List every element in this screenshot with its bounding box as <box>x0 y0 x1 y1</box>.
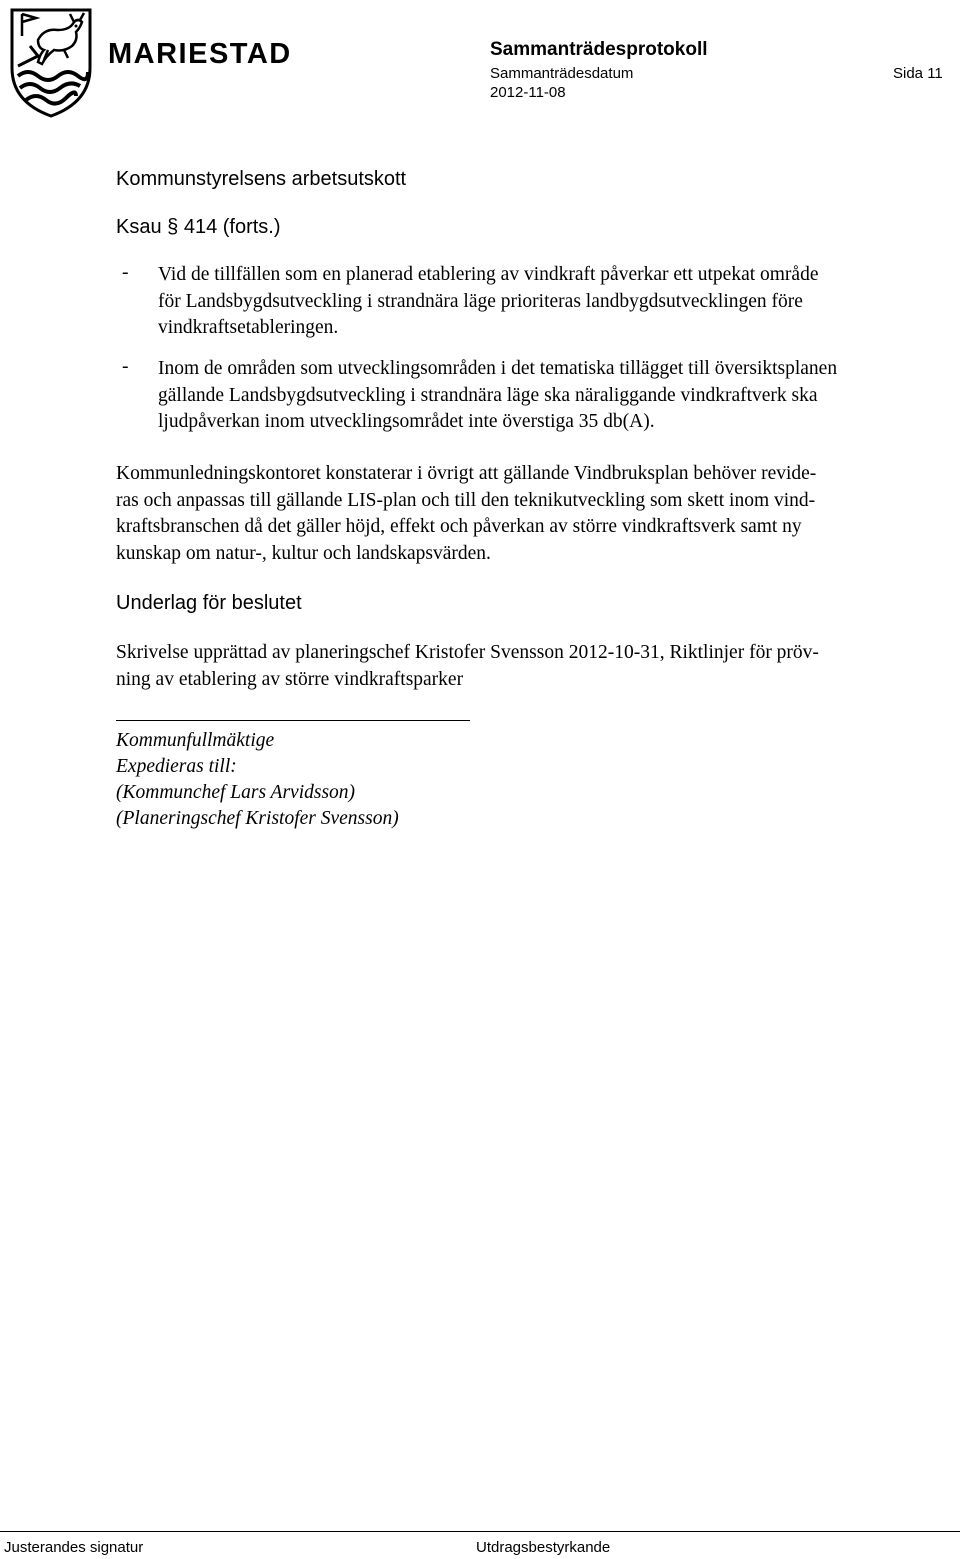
bullet-item <box>158 356 958 436</box>
footer-rule <box>0 1531 960 1532</box>
bullet-dash: - <box>122 356 129 377</box>
section-reference: Ksau § 414 (forts.) <box>116 216 281 238</box>
meeting-date-value: 2012-11-08 <box>490 84 566 101</box>
paragraph-line: kunskap om natur-, kultur och landskapsvärden. <box>116 542 491 564</box>
committee-heading: Kommunstyrelsens arbetsutskott <box>116 168 407 190</box>
bullet-line: Inom de områden som utvecklingsområden i det tematiska tillägget till översiktsplanen <box>158 358 838 379</box>
distribution-recipient: Kommunfullmäktige <box>116 730 275 751</box>
paragraph-line: Kommunledningskontoret konstaterar i övrigt att gällande Vindbruksplan behöver revide- <box>116 463 817 484</box>
distribution-recipient: (Planeringschef Kristofer Svensson) <box>116 808 399 829</box>
meeting-date-label: Sammanträdesdatum <box>490 65 634 82</box>
separator-line <box>116 720 470 721</box>
page-number: Sida 11 <box>893 65 943 82</box>
bullet-dash: - <box>122 262 129 283</box>
footer-certification-label: Utdragsbestyrkande <box>476 1539 611 1556</box>
document-title: Sammanträdesprotokoll <box>490 39 708 60</box>
decision-basis-heading: Underlag för beslutet <box>116 592 302 614</box>
footer-signature-label: Justerandes signatur <box>4 1539 144 1556</box>
bullet-line: ljudpåverkan inom utvecklingsområdet inte överstiga 35 db(A). <box>158 411 655 432</box>
bullet-line: för Landsbygdsutveckling i strandnära läge prioriteras landbygdsutvecklingen före <box>158 290 803 312</box>
bullet-line: vindkraftsetableringen. <box>158 317 339 338</box>
bullet-item <box>158 262 958 342</box>
distribution-recipient: (Kommunchef Lars Arvidsson) <box>116 782 356 803</box>
body-paragraph <box>116 461 926 567</box>
paragraph-line: ras och anpassas till gällande LIS-plan och till den teknikutveckling som skett inom vind- <box>116 489 816 511</box>
distribution-label: Expedieras till: <box>116 756 237 777</box>
paragraph-line: kraftsbranschen då det gäller höjd, effekt och påverkan av större vindkraftsverk samt ny <box>116 516 802 537</box>
bullet-line: Vid de tillfällen som en planerad etablering av vindkraft påverkar ett utpekat område <box>158 264 819 285</box>
basis-line: ning av etablering av större vindkraftsparker <box>116 668 464 690</box>
basis-line: Skrivelse upprättad av planeringschef Kristofer Svensson 2012-10-31, Riktlinjer för pröv- <box>116 642 819 663</box>
brand-name: MARIESTAD <box>108 38 292 70</box>
bullet-line: gällande Landsbygdsutveckling i strandnära läge ska näraliggande vindkraftverk ska <box>158 384 818 406</box>
mariestad-coat-of-arms-icon <box>8 6 94 118</box>
decision-basis-paragraph <box>116 640 930 693</box>
